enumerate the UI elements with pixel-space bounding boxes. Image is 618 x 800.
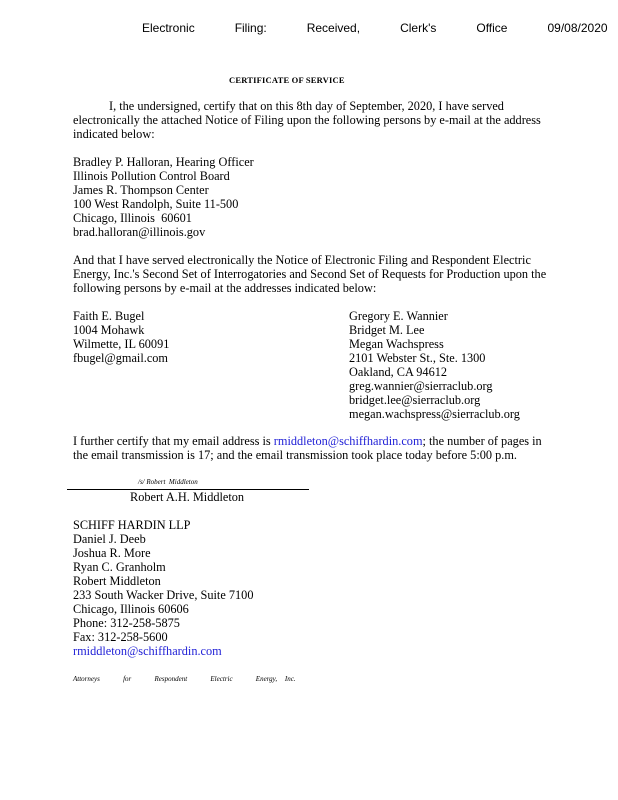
- recipient-left-email: fbugel@gmail.com: [73, 351, 168, 365]
- firm-attorney-1: Daniel J. Deeb: [73, 532, 146, 546]
- attorneys-for-respondent: Attorneys for Respondent Electric Energy, Inc.: [73, 675, 296, 683]
- signer-name: Robert A.H. Middleton: [130, 490, 245, 504]
- hearing-officer-building: James R. Thompson Center: [73, 183, 209, 197]
- certify-line-1: [73, 434, 542, 448]
- firm-phone: Phone: 312-258-5875: [73, 616, 180, 630]
- intro-line-2: electronically the attached Notice of Filing upon the following persons by e-mail at the address: [73, 113, 541, 127]
- firm-attorney-4: Robert Middleton: [73, 574, 161, 588]
- firm-attorney-3: Ryan C. Granholm: [73, 560, 166, 574]
- hearing-officer-email: brad.halloran@illinois.gov: [73, 225, 206, 239]
- certify-line-2: the email transmission is 17; and the email transmission took place today before 5:00 p.m.: [73, 448, 517, 462]
- firm-name: SCHIFF HARDIN LLP: [73, 518, 191, 532]
- document-title: CERTIFICATE OF SERVICE: [229, 75, 345, 85]
- intro-line-1: I, the undersigned, certify that on this 8th day of September, 2020, I have served: [109, 99, 504, 113]
- recipient-right-name-3: Megan Wachspress: [349, 337, 444, 351]
- firm-fax: Fax: 312-258-5600: [73, 630, 168, 644]
- service-line-3: following persons by e-mail at the addresses indicated below:: [73, 281, 377, 295]
- recipient-right-name-2: Bridget M. Lee: [349, 323, 425, 337]
- certify-email-link[interactable]: rmiddleton@schiffhardin.com: [273, 434, 423, 448]
- firm-street: 233 South Wacker Drive, Suite 7100: [73, 588, 254, 602]
- firm-attorney-2: Joshua R. More: [73, 546, 151, 560]
- hearing-officer-city: Chicago, Illinois 60601: [73, 211, 192, 225]
- recipient-left-city: Wilmette, IL 60091: [73, 337, 170, 351]
- recipient-right-name-1: Gregory E. Wannier: [349, 309, 448, 323]
- firm-email-link[interactable]: rmiddleton@schiffhardin.com: [73, 644, 222, 658]
- service-line-1: And that I have served electronically the Notice of Electronic Filing and Respondent Electric: [73, 253, 531, 267]
- service-line-2: Energy, Inc.'s Second Set of Interrogatories and Second Set of Requests for Production upon the: [73, 267, 547, 281]
- recipient-right-city: Oakland, CA 94612: [349, 365, 448, 379]
- filing-header: Electronic Filing: Received, Clerk's Office 09/08/2020: [142, 21, 608, 35]
- hearing-officer-org: Illinois Pollution Control Board: [73, 169, 230, 183]
- firm-city: Chicago, Illinois 60606: [73, 602, 189, 616]
- certify-text-pre: I further certify that my email address is: [73, 434, 274, 448]
- recipient-right-email-2: bridget.lee@sierraclub.org: [349, 393, 481, 407]
- recipient-right-street: 2101 Webster St., Ste. 1300: [349, 351, 486, 365]
- intro-line-3: indicated below:: [73, 127, 155, 141]
- certify-text-post: ; the number of pages in: [422, 434, 542, 448]
- recipient-left-street: 1004 Mohawk: [73, 323, 145, 337]
- hearing-officer-name: Bradley P. Halloran, Hearing Officer: [73, 155, 254, 169]
- hearing-officer-street: 100 West Randolph, Suite 11-500: [73, 197, 239, 211]
- recipient-left-name: Faith E. Bugel: [73, 309, 145, 323]
- electronic-signature: /s/ Robert Middleton: [138, 478, 198, 486]
- recipient-right-email-1: greg.wannier@sierraclub.org: [349, 379, 493, 393]
- recipient-right-email-3: megan.wachspress@sierraclub.org: [349, 407, 520, 421]
